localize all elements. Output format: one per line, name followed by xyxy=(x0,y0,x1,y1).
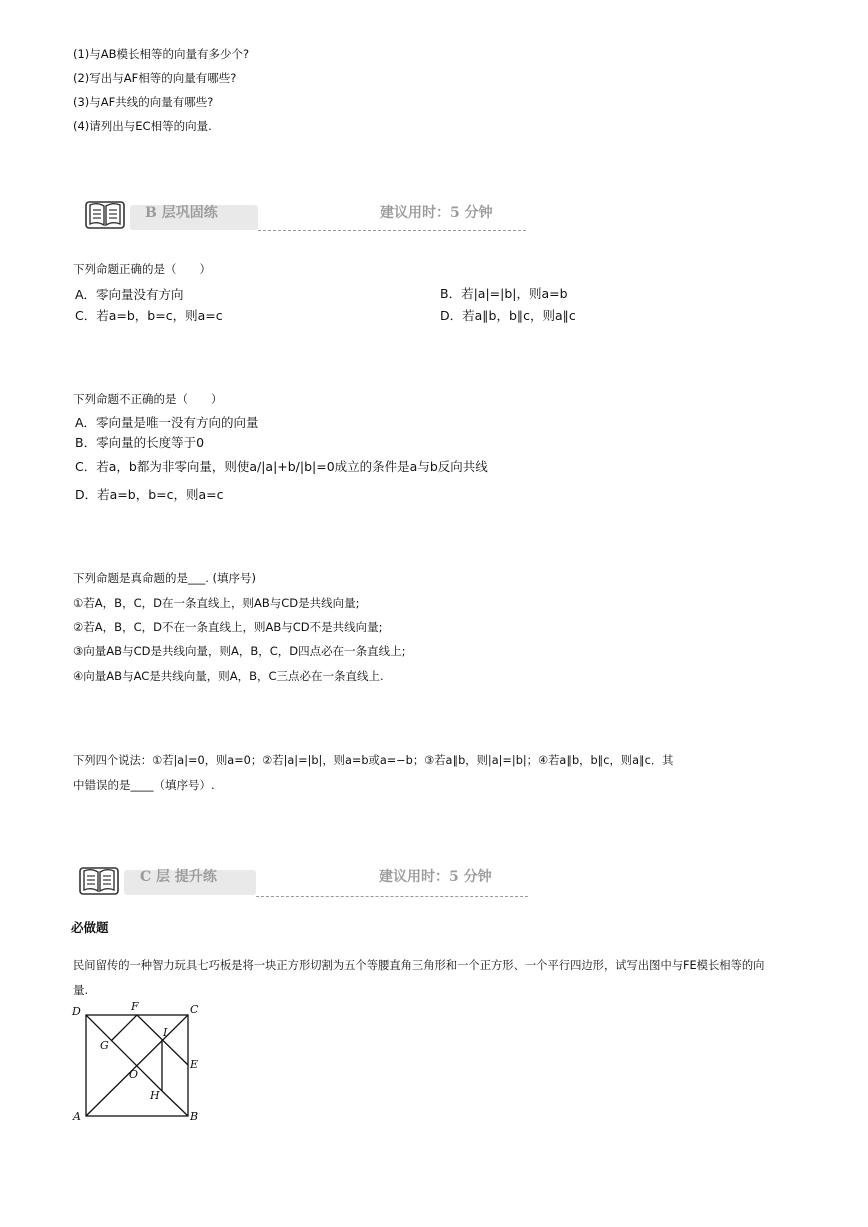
label-G: G xyxy=(100,1039,109,1052)
q3-item: ②若A，B，C，D不在一条直线上，则AB与CD不是共线向量; xyxy=(73,620,383,634)
label-D: D xyxy=(72,1005,81,1018)
section-b-divider xyxy=(258,230,526,231)
q1-option-c: C．若a=b，b=c，则a=c xyxy=(75,308,223,323)
q2-option-b: B．零向量的长度等于0 xyxy=(75,435,205,450)
label-C: C xyxy=(190,1003,199,1016)
label-E: E xyxy=(190,1058,199,1071)
label-A: A xyxy=(73,1110,81,1123)
q3-item: ④向量AB与AC是共线向量，则A，B，C三点必在一条直线上. xyxy=(73,669,384,683)
section-c-divider xyxy=(256,896,528,897)
tangram-text-line2: 量. xyxy=(73,983,89,997)
section-b-time: 建议用时：5 分钟 xyxy=(380,205,493,221)
part1-q3: (3)与AF共线的向量有哪些? xyxy=(73,95,214,109)
section-c-time: 建议用时：5 分钟 xyxy=(379,869,492,885)
must-do-heading: 必做题 xyxy=(71,920,109,935)
book-icon xyxy=(84,198,126,232)
part1-q1: (1)与AB模长相等的向量有多少个? xyxy=(73,47,250,61)
line-H-B xyxy=(162,1091,188,1116)
q3-item: ③向量AB与CD是共线向量，则A，B，C，D四点必在一条直线上; xyxy=(73,644,406,658)
part1-q2: (2)写出与AF相等的向量有哪些? xyxy=(73,71,237,85)
q1-option-d: D．若a∥b，b∥c，则a∥c xyxy=(440,308,576,323)
q3-stem: 下列命题是真命题的是___. (填序号) xyxy=(73,571,257,585)
q2-stem: 下列命题不正确的是（ ） xyxy=(73,392,223,406)
q1-option-b: B．若|a|=|b|，则a=b xyxy=(440,286,568,301)
q3-item: ①若A，B，C，D在一条直线上，则AB与CD是共线向量; xyxy=(73,596,360,610)
q4-line1: 下列四个说法：①若|a|=0，则a=0；②若|a|=|b|，则a=b或a=−b；③若a∥b，则|a|=|b|；④若a∥b，b∥c，则a∥c．其 xyxy=(73,754,674,767)
q2-option-c: C．若a，b都为非零向量，则使a/|a|+b/|b|=0成立的条件是a与b反向共线 xyxy=(75,459,488,474)
label-F: F xyxy=(131,1000,139,1013)
part1-q4: (4)请列出与EC相等的向量. xyxy=(73,119,212,133)
section-c-title: C 层 提升练 xyxy=(140,869,217,885)
q2-option-a: A．零向量是唯一没有方向的向量 xyxy=(75,415,259,430)
book-icon xyxy=(78,864,120,898)
tangram-figure xyxy=(70,998,210,1128)
q4-line2: 中错误的是____（填序号）. xyxy=(73,778,215,792)
label-I: I xyxy=(163,1026,168,1039)
label-H: H xyxy=(150,1089,160,1102)
line-D-H xyxy=(86,1015,162,1091)
tangram-text-line1: 民间留传的一种智力玩具七巧板是将一块正方形切割为五个等腰直角三角形和一个正方形、一个平行四边形，试写出图中与FE模长相等的向 xyxy=(73,959,765,972)
section-b-title: B 层巩固练 xyxy=(145,205,218,221)
label-B: B xyxy=(190,1110,199,1123)
q2-option-d: D．若a=b，b=c，则a=c xyxy=(75,487,224,502)
label-O: O xyxy=(129,1068,139,1081)
line-F-G xyxy=(111,1015,137,1041)
q1-stem: 下列命题正确的是（ ） xyxy=(73,262,211,276)
q1-option-a: A．零向量没有方向 xyxy=(75,287,184,302)
